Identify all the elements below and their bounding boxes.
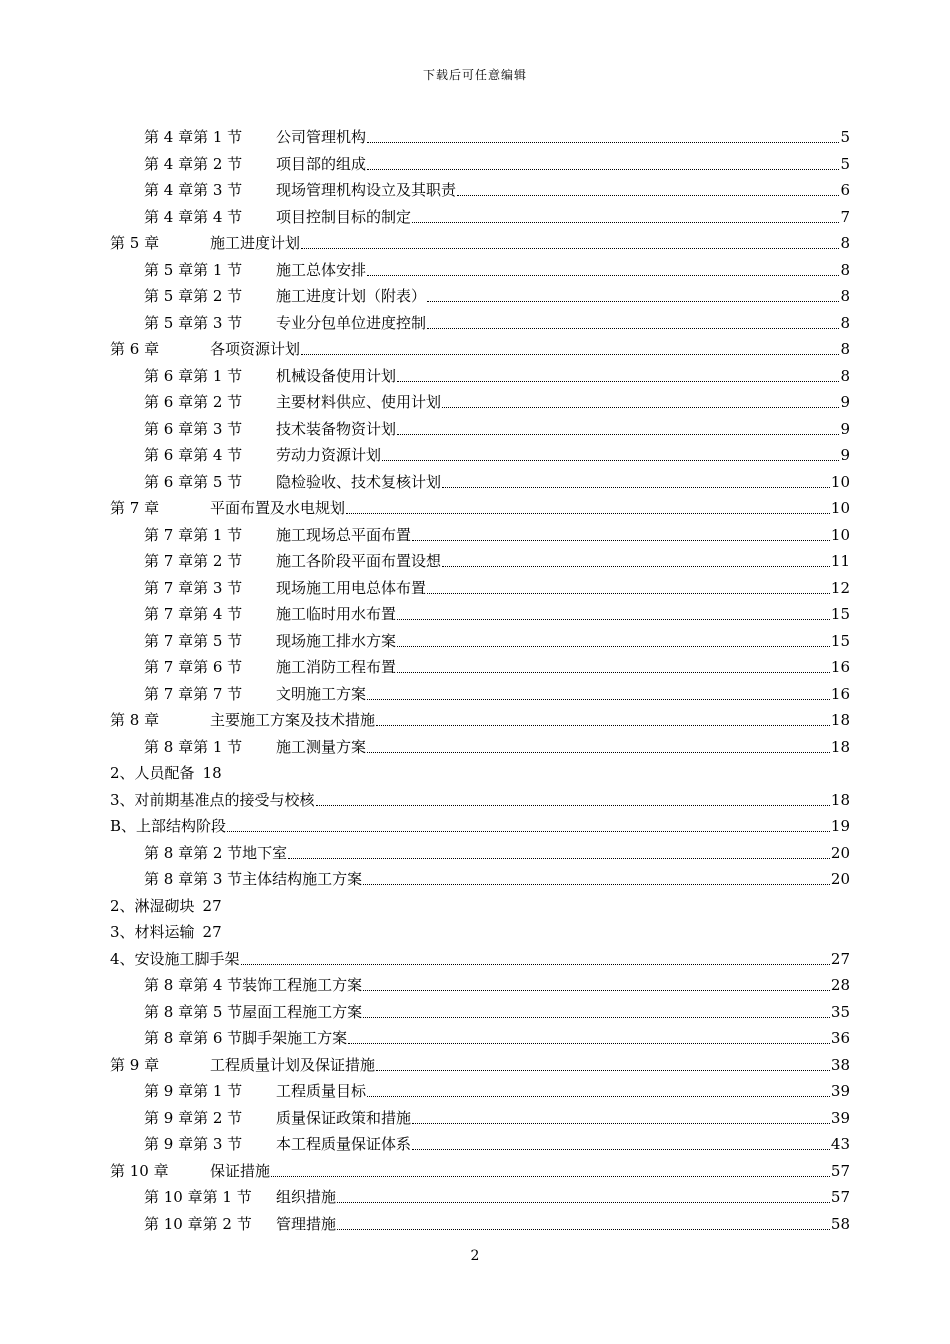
toc-entry-page: 6 [840, 181, 850, 199]
toc-entry-number: 第 9 章第 3 节 [144, 1135, 243, 1153]
toc-entry-title: 第 8 章第 3 节主体结构施工方案 [144, 870, 363, 888]
toc-entry[interactable] [110, 1052, 850, 1078]
toc-dot-leader [442, 548, 830, 567]
toc-entry[interactable] [110, 1158, 850, 1184]
toc-entry-title: 保证措施 [210, 1161, 271, 1180]
toc-dot-leader [376, 1052, 830, 1071]
toc-entry[interactable] [110, 230, 850, 256]
toc-entry-page: 8 [840, 260, 850, 279]
toc-entry-number: 第 4 章第 2 节 [144, 154, 243, 173]
toc-dot-leader [367, 1078, 830, 1097]
toc-entry-number: 第 9 章 [110, 1055, 160, 1074]
toc-entry[interactable] [144, 1131, 850, 1157]
toc-dot-leader [457, 177, 839, 196]
toc-entry-page: 15 [830, 605, 850, 623]
toc-entry-page: 43 [830, 1135, 850, 1153]
toc-entry-page: 18 [830, 790, 850, 809]
toc-entry-page: 28 [830, 976, 850, 994]
toc-entry-title: 2、淋湿砌块 [110, 896, 195, 915]
toc-entry-number: 第 7 章第 6 节 [144, 658, 243, 676]
toc-entry-number: 第 6 章第 2 节 [144, 393, 243, 411]
toc-entry-title: 4、安设施工脚手架 [110, 949, 240, 968]
toc-entry-number: 第 9 章第 1 节 [144, 1082, 243, 1100]
toc-entry-number: 第 7 章第 5 节 [144, 631, 243, 650]
toc-entry-page: 10 [830, 525, 850, 544]
toc-dot-leader [397, 654, 830, 673]
toc-entry-page: 18 [830, 711, 850, 729]
toc-entry-title: 施工进度计划 [210, 234, 301, 252]
toc-entry-title: 专业分包单位进度控制 [276, 313, 427, 332]
toc-entry-page: 27 [830, 949, 850, 968]
toc-entry-page: 27 [202, 923, 222, 941]
toc-dot-leader [288, 840, 830, 859]
toc-entry-number: 第 4 章第 1 节 [144, 128, 243, 146]
toc-entry-page: 20 [830, 843, 850, 862]
toc-entry[interactable] [144, 1184, 850, 1210]
toc-entry-title: 技术装备物资计划 [276, 419, 397, 438]
toc-entry-page: 58 [830, 1214, 850, 1233]
toc-entry-number: 第 7 章第 4 节 [144, 605, 243, 623]
toc-entry-title: 施工消防工程布置 [276, 658, 397, 676]
toc-entry-number: 第 7 章 [110, 499, 160, 517]
toc-entry-page: 5 [840, 154, 850, 173]
toc-dot-leader [442, 389, 839, 408]
toc-entry-number: 第 7 章第 1 节 [144, 525, 243, 544]
toc-entry-title: 施工各阶段平面布置设想 [276, 552, 442, 570]
toc-dot-leader [346, 495, 830, 514]
toc-dot-leader [241, 946, 830, 965]
toc-entry[interactable] [110, 495, 850, 521]
toc-entry-page: 35 [830, 1002, 850, 1021]
toc-entry-page: 57 [830, 1188, 850, 1206]
toc-entry-page: 12 [830, 578, 850, 597]
toc-dot-leader [337, 1184, 830, 1203]
toc-entry-title: 第 8 章第 6 节脚手架施工方案 [144, 1029, 348, 1047]
toc-dot-leader [427, 310, 839, 329]
toc-dot-leader [367, 257, 839, 276]
toc-entry-title: 隐检验收、技术复核计划 [276, 472, 442, 491]
toc-entry-title: 施工临时用水布置 [276, 605, 397, 623]
toc-entry[interactable] [110, 813, 850, 839]
toc-entry-title: 施工进度计划（附表） [276, 287, 427, 305]
toc-entry-page: 19 [830, 817, 850, 835]
toc-entry-title: 各项资源计划 [210, 340, 301, 358]
toc-dot-leader [382, 442, 839, 461]
toc-entry-page: 9 [840, 446, 850, 464]
toc-dot-leader [337, 1211, 830, 1230]
toc-entry[interactable] [144, 601, 850, 627]
toc-entry[interactable] [144, 654, 850, 680]
toc-entry-page: 8 [840, 366, 850, 385]
toc-entry[interactable] [110, 787, 850, 813]
toc-entry[interactable] [144, 469, 850, 495]
toc-entry[interactable] [144, 1105, 850, 1131]
toc-entry-page: 36 [830, 1029, 850, 1047]
toc-entry[interactable] [110, 946, 850, 972]
toc-entry[interactable] [144, 575, 850, 601]
toc-entry[interactable] [110, 336, 850, 362]
toc-entry[interactable] [144, 972, 850, 998]
toc-entry-title: 工程质量计划及保证措施 [210, 1055, 376, 1074]
toc-entry-page: 8 [840, 313, 850, 332]
toc-entry-page: 39 [830, 1082, 850, 1100]
toc-dot-leader [412, 204, 839, 223]
toc-entry-title: 施工测量方案 [276, 737, 367, 756]
toc-entry-number: 第 5 章第 3 节 [144, 313, 243, 332]
toc-entry-page: 16 [830, 684, 850, 703]
toc-entry-number: 第 6 章第 3 节 [144, 419, 243, 438]
toc-entry-page: 8 [840, 234, 850, 252]
toc-entry-title: 现场施工排水方案 [276, 631, 397, 650]
toc-dot-leader [363, 999, 830, 1018]
toc-entry-title: 机械设备使用计划 [276, 366, 397, 385]
toc-entry-title: 3、对前期基准点的接受与校核 [110, 790, 315, 809]
toc-entry-page: 8 [840, 287, 850, 305]
toc-dot-leader [316, 787, 830, 806]
toc-entry[interactable] [110, 893, 222, 919]
toc-entry-title: 工程质量目标 [276, 1082, 367, 1100]
toc-entry-page: 38 [830, 1055, 850, 1074]
toc-entry-title: 项目控制目标的制定 [276, 207, 412, 226]
toc-dot-leader [367, 151, 839, 170]
toc-dot-leader [363, 972, 830, 991]
toc-entry[interactable] [110, 760, 222, 786]
page-number: 2 [470, 1248, 480, 1264]
toc-entry-page: 5 [840, 128, 850, 146]
toc-entry-number: 第 5 章第 1 节 [144, 260, 243, 279]
toc-entry-number: 第 7 章第 3 节 [144, 578, 243, 597]
toc-entry-title: B、上部结构阶段 [110, 817, 227, 835]
toc-entry-title: 第 8 章第 5 节屋面工程施工方案 [144, 1002, 363, 1021]
toc-dot-leader [442, 469, 830, 488]
toc-dot-leader [397, 363, 839, 382]
toc-entry-title: 项目部的组成 [276, 154, 367, 173]
toc-entry[interactable] [110, 707, 850, 733]
toc-entry-title: 本工程质量保证体系 [276, 1135, 412, 1153]
toc-entry-title: 平面布置及水电规划 [210, 499, 346, 517]
page-header: 下载后可任意编辑 [422, 68, 527, 82]
toc-dot-leader [397, 601, 830, 620]
toc-entry-page: 9 [840, 419, 850, 438]
toc-dot-leader [412, 1105, 830, 1124]
toc-dot-leader [397, 628, 830, 647]
toc-entry-number: 第 6 章第 4 节 [144, 446, 243, 464]
toc-entry[interactable] [144, 283, 850, 309]
toc-entry-title: 公司管理机构 [276, 128, 367, 146]
toc-dot-leader [412, 522, 830, 541]
toc-entry-title: 第 8 章第 2 节地下室 [144, 843, 288, 862]
toc-entry-number: 第 7 章第 7 节 [144, 684, 243, 703]
toc-entry-title: 文明施工方案 [276, 684, 367, 703]
toc-entry-title: 主要材料供应、使用计划 [276, 393, 442, 411]
toc-dot-leader [367, 734, 830, 753]
toc-entry[interactable] [144, 866, 850, 892]
toc-entry-page: 16 [830, 658, 850, 676]
toc-entry-number: 第 10 章第 1 节 [144, 1188, 252, 1206]
toc-entry[interactable] [144, 628, 850, 654]
toc-entry[interactable] [144, 522, 850, 548]
toc-dot-leader [427, 283, 839, 302]
toc-entry[interactable] [144, 1078, 850, 1104]
toc-entry[interactable] [144, 1025, 850, 1051]
toc-dot-leader [301, 336, 839, 355]
toc-dot-leader [348, 1025, 830, 1044]
toc-entry-page: 11 [830, 552, 850, 570]
toc-entry-title: 第 8 章第 4 节装饰工程施工方案 [144, 976, 363, 994]
toc-dot-leader [367, 124, 839, 143]
toc-entry-page: 18 [830, 737, 850, 756]
toc-entry-number: 第 6 章第 1 节 [144, 366, 243, 385]
toc-entry-number: 第 10 章第 2 节 [144, 1214, 252, 1233]
toc-entry-title: 3、材料运输 [110, 923, 195, 941]
toc-dot-leader [271, 1158, 830, 1177]
toc-entry-title: 主要施工方案及技术措施 [210, 711, 376, 729]
toc-entry-title: 现场施工用电总体布置 [276, 578, 427, 597]
toc-entry-page: 57 [830, 1161, 850, 1180]
toc-entry-page: 15 [830, 631, 850, 650]
toc-entry[interactable] [144, 363, 850, 389]
toc-entry-number: 第 6 章第 5 节 [144, 472, 243, 491]
toc-entry[interactable] [144, 310, 850, 336]
toc-entry[interactable] [144, 257, 850, 283]
toc-entry-page: 9 [840, 393, 850, 411]
toc-entry-number: 第 8 章 [110, 711, 160, 729]
toc-entry-page: 18 [202, 764, 222, 782]
toc-entry-number: 第 8 章第 1 节 [144, 737, 243, 756]
toc-entry-number: 第 6 章 [110, 340, 160, 358]
toc-entry-number: 第 4 章第 4 节 [144, 207, 243, 226]
toc-entry[interactable] [144, 734, 850, 760]
toc-dot-leader [301, 230, 839, 249]
toc-dot-leader [367, 681, 830, 700]
toc-entry-number: 第 4 章第 3 节 [144, 181, 243, 199]
toc-entry-title: 施工现场总平面布置 [276, 525, 412, 544]
toc-entry[interactable] [144, 416, 850, 442]
toc-entry[interactable] [144, 124, 850, 150]
toc-entry-page: 20 [830, 870, 850, 888]
toc-dot-leader [227, 813, 830, 832]
toc-entry-title: 2、人员配备 [110, 764, 195, 782]
toc-entry[interactable] [144, 840, 850, 866]
toc-entry-title: 劳动力资源计划 [276, 446, 382, 464]
toc-entry-title: 施工总体安排 [276, 260, 367, 279]
toc-dot-leader [363, 866, 830, 885]
toc-entry[interactable] [144, 177, 850, 203]
toc-entry-title: 质量保证政策和措施 [276, 1108, 412, 1127]
toc-entry[interactable] [144, 1211, 850, 1237]
toc-entry-title: 现场管理机构设立及其职责 [276, 181, 457, 199]
toc-entry-page: 8 [840, 340, 850, 358]
toc-entry[interactable] [110, 919, 222, 945]
toc-dot-leader [376, 707, 830, 726]
toc-entry-number: 第 5 章 [110, 234, 160, 252]
toc-entry-page: 27 [202, 896, 222, 915]
toc-entry-number: 第 9 章第 2 节 [144, 1108, 243, 1127]
toc-entry[interactable] [144, 204, 850, 230]
toc-entry-page: 39 [830, 1108, 850, 1127]
toc-entry[interactable] [144, 389, 850, 415]
toc-entry-page: 10 [830, 472, 850, 491]
toc-entry[interactable] [144, 681, 850, 707]
toc-entry[interactable] [144, 999, 850, 1025]
toc-entry-number: 第 7 章第 2 节 [144, 552, 243, 570]
toc-entry-title: 管理措施 [276, 1214, 337, 1233]
toc-entry-page: 7 [840, 207, 850, 226]
toc-dot-leader [412, 1131, 830, 1150]
toc-entry-page: 10 [830, 499, 850, 517]
toc-entry-number: 第 5 章第 2 节 [144, 287, 243, 305]
toc-dot-leader [397, 416, 839, 435]
toc-dot-leader [427, 575, 830, 594]
toc-entry[interactable] [144, 442, 850, 468]
toc-entry[interactable] [144, 548, 850, 574]
toc-entry-title: 组织措施 [276, 1188, 337, 1206]
toc-entry[interactable] [144, 151, 850, 177]
toc-entry-number: 第 10 章 [110, 1161, 169, 1180]
